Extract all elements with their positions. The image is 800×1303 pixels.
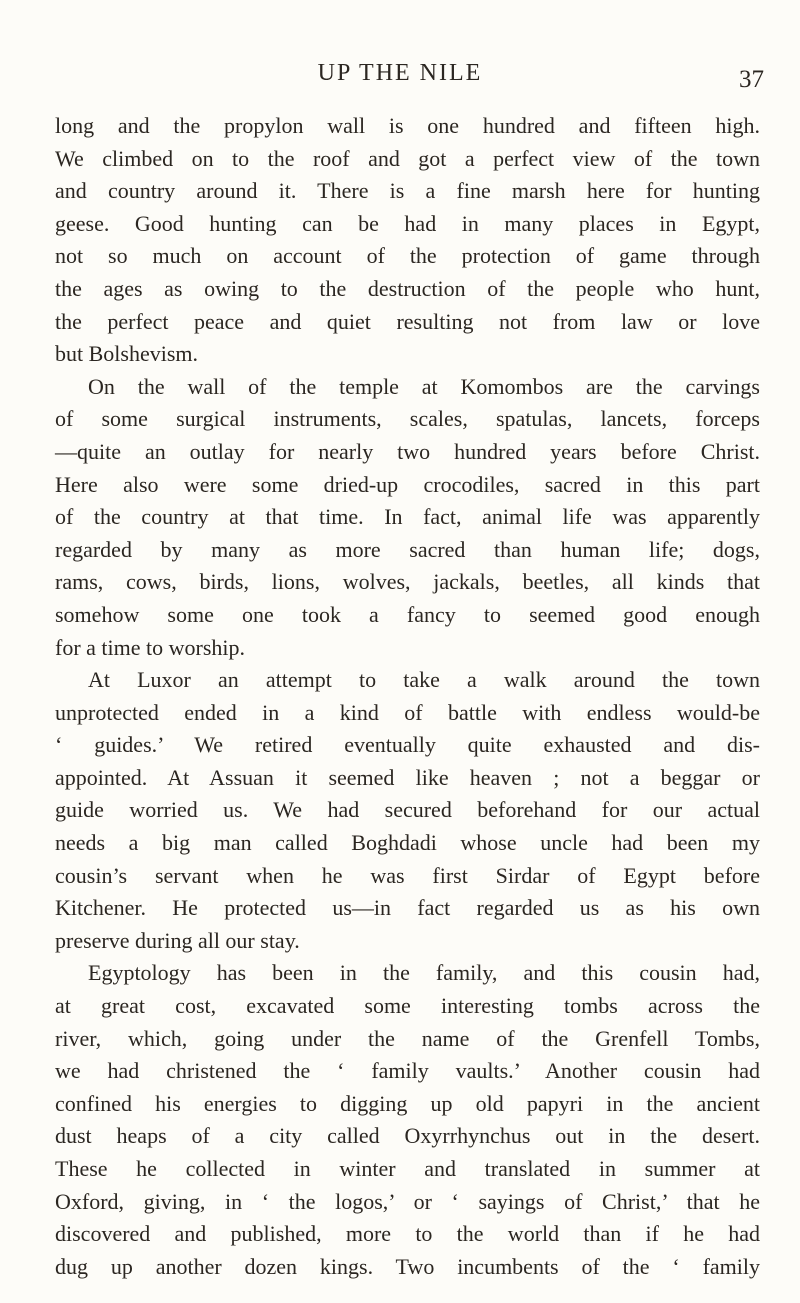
text-line: somehow some one took a fancy to seemed good enough xyxy=(55,601,760,627)
text-line: guide worried us. We had secured beforehand for our actual xyxy=(55,797,760,823)
text-line: Egyptology has been in the family, and this cousin had, xyxy=(88,960,760,986)
text-line: and country around it. There is a fine marsh here for hunting xyxy=(55,178,760,204)
text-line: long and the propylon wall is one hundred and fifteen high. xyxy=(55,113,760,138)
text-line: We climbed on to the roof and got a perfect view of the town xyxy=(55,145,760,171)
text-line: but Bolshevism. xyxy=(55,341,199,367)
body-text xyxy=(55,110,760,1283)
text-line: appointed. At Assuan it seemed like heaven ; not a beggar or xyxy=(55,764,760,790)
running-head-title: UP THE NILE xyxy=(317,60,483,86)
text-line: These he collected in winter and translated in summer at xyxy=(55,1156,760,1181)
text-line: confined his energies to digging up old papyri in the ancient xyxy=(55,1090,760,1116)
text-line: —quite an outlay for nearly two hundred years before Christ. xyxy=(55,438,760,464)
text-line: Oxford, giving, in ‘ the logos,’ or ‘ sayings of Christ,’ that he xyxy=(55,1188,760,1214)
text-line: ‘ guides.’ We retired eventually quite exhausted and dis- xyxy=(55,732,760,758)
text-line: of the country at that time. In fact, animal life was apparently xyxy=(55,504,760,530)
text-line: we had christened the ‘ family vaults.’ Another cousin had xyxy=(55,1058,760,1084)
text-line: preserve during all our stay. xyxy=(55,927,300,953)
text-line: regarded by many as more sacred than human life; dogs, xyxy=(55,536,760,562)
text-line: of some surgical instruments, scales, spatulas, lancets, forceps xyxy=(55,406,760,432)
text-line: the perfect peace and quiet resulting not from law or love xyxy=(55,308,760,334)
text-line: Here also were some dried-up crocodiles, sacred in this part xyxy=(55,471,760,497)
text-line: the ages as owing to the destruction of the people who hunt, xyxy=(55,275,760,301)
text-line: dust heaps of a city called Oxyrrhynchus out in the desert. xyxy=(55,1123,760,1149)
text-line: not so much on account of the protection of game through xyxy=(55,243,760,269)
page-number: 37 xyxy=(739,66,764,93)
text-line: At Luxor an attempt to take a walk around the town xyxy=(88,667,760,693)
text-line: for a time to worship. xyxy=(55,634,246,660)
text-line: river, which, going under the name of the Grenfell Tombs, xyxy=(55,1025,760,1051)
text-line: rams, cows, birds, lions, wolves, jackals, beetles, all kinds that xyxy=(55,569,760,595)
text-line: cousin’s servant when he was first Sirdar of Egypt before xyxy=(55,862,760,888)
text-line: dug up another dozen kings. Two incumbents of the ‘ family xyxy=(55,1253,760,1279)
text-line: Kitchener. He protected us—in fact regarded us as his own xyxy=(55,895,760,921)
text-line: at great cost, excavated some interesting tombs across the xyxy=(55,993,760,1019)
text-line: needs a big man called Boghdadi whose uncle had been my xyxy=(55,830,760,856)
text-line: discovered and published, more to the world than if he had xyxy=(55,1221,760,1247)
text-line: geese. Good hunting can be had in many places in Egypt, xyxy=(55,210,760,236)
text-line: On the wall of the temple at Komombos are the carvings xyxy=(88,373,760,399)
text-line: unprotected ended in a kind of battle with endless would-be xyxy=(55,699,760,725)
